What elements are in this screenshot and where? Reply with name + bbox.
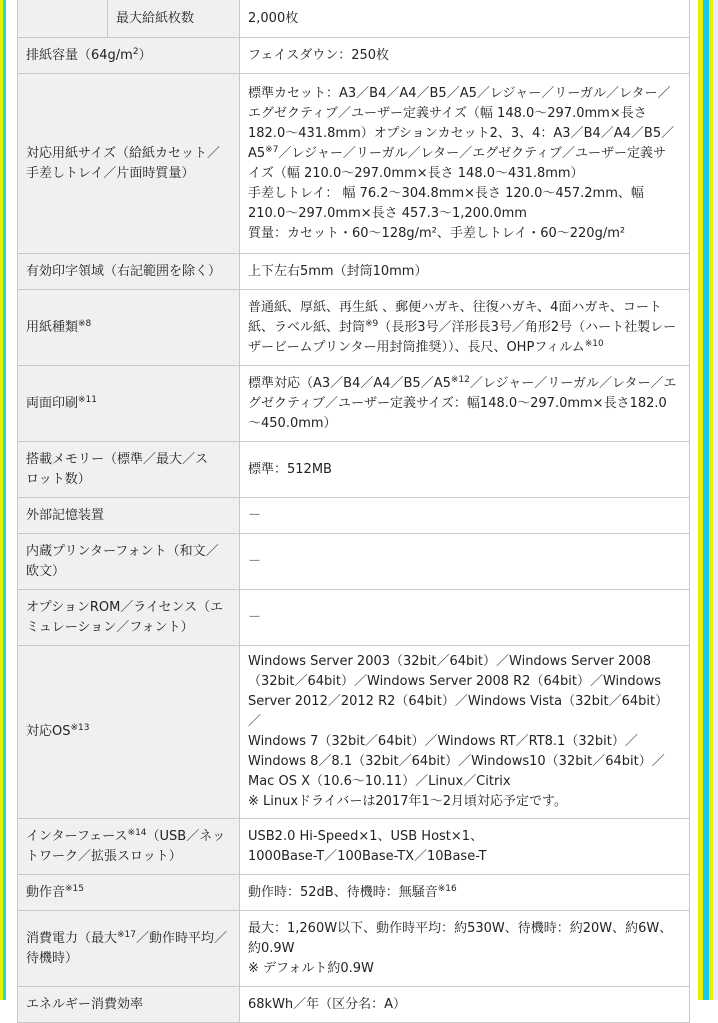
spec-row-energy xyxy=(18,987,690,1023)
value-line: Windows 8／8.1（32bit／64bit）／Windows10（32bit／64bit）／ xyxy=(248,754,665,769)
value-line: 質量：カセット・60～128g/m²、手差しトレイ・60～220g/m² xyxy=(248,225,626,241)
value-line: グゼクティブ／ユーザー定義サイズ：幅148.0～297.0mm×長さ182.0 xyxy=(248,395,667,411)
footnote-mark: ※11 xyxy=(78,394,98,405)
spec-label xyxy=(108,0,240,38)
label-part: 消費電力（最大 xyxy=(26,930,118,946)
label-line: 搭載メモリー（標準／最大／ス xyxy=(26,451,209,467)
spec-value xyxy=(240,254,690,290)
spec-value xyxy=(240,290,690,366)
value-line: ～450.0mm） xyxy=(248,415,337,431)
footnote-mark: ※9 xyxy=(365,318,379,329)
label-line: オプションROM／ライセンス（エ xyxy=(26,599,224,615)
spec-label xyxy=(18,366,240,442)
spec-label xyxy=(18,38,240,74)
screen-edge-right xyxy=(690,0,718,1000)
label-external-storage: 外部記憶装置 xyxy=(26,507,105,523)
footnote-mark: ※17 xyxy=(117,929,137,940)
spec-row-noise xyxy=(18,875,690,911)
spec-value xyxy=(240,987,690,1023)
spec-row-paper-type xyxy=(18,290,690,366)
label-energy: エネルギー消費効率 xyxy=(26,996,144,1012)
footnote-mark: ※14 xyxy=(127,827,147,838)
label-part: 排紙容量（64g/m xyxy=(26,47,133,63)
spec-row-output-capacity xyxy=(18,38,690,74)
spec-label xyxy=(18,987,240,1023)
spec-row-fonts xyxy=(18,534,690,590)
spec-row-paper-capacity xyxy=(18,0,690,38)
label-part: 待機時） xyxy=(26,950,79,966)
label-part: ／動作時平均／ xyxy=(136,930,228,946)
footnote-mark: ※10 xyxy=(584,338,604,349)
value-line: 最大：1,260W以下、動作時平均：約530W、待機時：約20W、約6W、 xyxy=(248,920,673,936)
footnote-mark: ※7 xyxy=(265,144,279,155)
spec-label xyxy=(18,590,240,646)
spec-value xyxy=(240,366,690,442)
value-line: エグゼクティブ／ユーザー定義サイズ（幅 148.0～297.0mm×長さ xyxy=(248,105,647,121)
value-line: ※ デフォルト約0.9W xyxy=(248,960,374,976)
footnote-mark: ※16 xyxy=(437,883,457,894)
spec-label xyxy=(18,646,240,819)
label-max-feed: 最大給紙枚数 xyxy=(116,10,195,26)
value-line: ※ Linuxドライバーは2017年1～2月頃対応予定です。 xyxy=(248,794,567,809)
spec-row-power xyxy=(18,911,690,987)
value-line: イズ（幅 210.0～297.0mm×長さ 148.0～431.8mm） xyxy=(248,165,584,181)
label-part: 用紙種類 xyxy=(26,319,79,335)
spec-label xyxy=(18,534,240,590)
spec-row-print-area xyxy=(18,254,690,290)
value-line: （長形3号／洋形長3号／角形2号（ハート社製レー xyxy=(378,319,677,335)
spec-value xyxy=(240,38,690,74)
spec-value xyxy=(240,534,690,590)
spec-value xyxy=(240,911,690,987)
value-line: 182.0～431.8mm）オプションカセット2、3、4：A3／B4／A4／B5／ xyxy=(248,125,675,141)
spec-value xyxy=(240,498,690,534)
value-line: 1000Base-T／100Base-TX／10Base-T xyxy=(248,848,487,864)
footnote-mark: ※15 xyxy=(65,883,85,894)
value-line: 約0.9W xyxy=(248,940,295,956)
value-option-rom: － xyxy=(248,609,262,625)
value-line: ザービームプリンター用封筒推奨））、長尺、OHPフィルム xyxy=(248,339,585,355)
label-part: インターフェース xyxy=(26,828,128,844)
label-part: （USB／ネッ xyxy=(146,828,226,844)
label-line: ロット数） xyxy=(26,471,91,487)
spec-label xyxy=(18,442,240,498)
spec-label xyxy=(18,498,240,534)
spec-row-duplex xyxy=(18,366,690,442)
value-line: Windows Server 2003（32bit／64bit）／Windows Server 2008 xyxy=(248,654,652,669)
value-print-area: 上下左右5mm（封筒10mm） xyxy=(248,263,428,279)
spec-value xyxy=(240,590,690,646)
value-line: 紙、ラベル紙、封筒 xyxy=(248,319,366,335)
value-max-feed: 2,000枚 xyxy=(248,10,299,26)
value-line: 標準カセット：A3／B4／A4／B5／A5／レジャー／リーガル／レター／ xyxy=(248,85,671,101)
value-external-storage: － xyxy=(248,507,262,523)
spec-value xyxy=(240,819,690,875)
row-group-cell xyxy=(18,0,108,38)
value-line: （32bit／64bit）／Windows Server 2008 R2（64bit）／Windows xyxy=(248,674,661,689)
spec-label xyxy=(18,875,240,911)
spec-row-interface xyxy=(18,819,690,875)
label-print-area: 有効印字領域（右記範囲を除く） xyxy=(26,263,222,279)
spec-label xyxy=(18,911,240,987)
label-part: トワーク／拡張スロット） xyxy=(26,848,182,864)
label-line: 手差しトレイ／片面時質量） xyxy=(26,165,195,181)
value-line: USB2.0 Hi-Speed×1、USB Host×1、 xyxy=(248,828,484,844)
value-line: 210.0～297.0mm×長さ 457.3～1,200.0mm xyxy=(248,205,527,221)
label-part: ） xyxy=(138,47,152,63)
label-part: 対応OS xyxy=(26,724,71,739)
spec-value xyxy=(240,646,690,819)
footnote-mark: ※12 xyxy=(450,374,470,385)
value-memory: 標準：512MB xyxy=(248,461,332,477)
spec-value xyxy=(240,442,690,498)
label-line: 対応用紙サイズ（給紙カセット／ xyxy=(26,145,220,161)
value-line: Windows 7（32bit／64bit）／Windows RT／RT8.1（32bit）／ xyxy=(248,734,638,749)
footnote-mark: ※13 xyxy=(70,723,90,733)
screen-edge-left xyxy=(0,0,6,1000)
spec-table xyxy=(17,0,690,1023)
spec-label xyxy=(18,74,240,254)
value-energy: 68kWh／年（区分名：A） xyxy=(248,996,407,1012)
label-part: 両面印刷 xyxy=(26,395,79,411)
value-line: 手差しトレイ： 幅 76.2～304.8mm×長さ 120.0～457.2mm、幅 xyxy=(248,185,644,201)
spec-value xyxy=(240,0,690,38)
value-line: ／レジャー／リーガル／レター／エグゼクティブ／ユーザー定義サ xyxy=(278,145,667,161)
value-noise: 動作時：52dB、待機時：無騒音 xyxy=(248,884,438,900)
spec-row-option-rom xyxy=(18,590,690,646)
spec-label xyxy=(18,819,240,875)
spec-row-memory xyxy=(18,442,690,498)
spec-row-paper-size xyxy=(18,74,690,254)
value-line: 普通紙、厚紙、再生紙 、郵便ハガキ、往復ハガキ、4面ハガキ、コート xyxy=(248,299,662,315)
label-part: 動作音 xyxy=(26,884,66,900)
value-line: 標準対応（A3／B4／A4／B5／A5 xyxy=(248,375,451,391)
spec-label xyxy=(18,254,240,290)
value-output: フェイスダウン：250枚 xyxy=(248,47,390,63)
label-line: ミュレーション／フォント） xyxy=(26,619,194,635)
value-line: A5 xyxy=(248,145,266,161)
spec-value xyxy=(240,875,690,911)
spec-row-external-storage xyxy=(18,498,690,534)
label-line: 内蔵プリンターフォント（和文／ xyxy=(26,543,219,559)
value-fonts: － xyxy=(248,553,262,569)
value-line: Mac OS X（10.6～10.11）／Linux／Citrix xyxy=(248,774,511,789)
value-line: Server 2012／2012 R2（64bit）／Windows Vista（32bit／64bit）／ xyxy=(248,694,669,729)
footnote-mark: ※8 xyxy=(78,318,92,329)
label-sup: 2 xyxy=(132,46,139,57)
value-line: ／レジャー／リーガル／レター／エ xyxy=(469,375,677,391)
spec-label xyxy=(18,290,240,366)
label-line: 欧文） xyxy=(26,563,66,579)
spec-value xyxy=(240,74,690,254)
spec-row-os xyxy=(18,646,690,819)
